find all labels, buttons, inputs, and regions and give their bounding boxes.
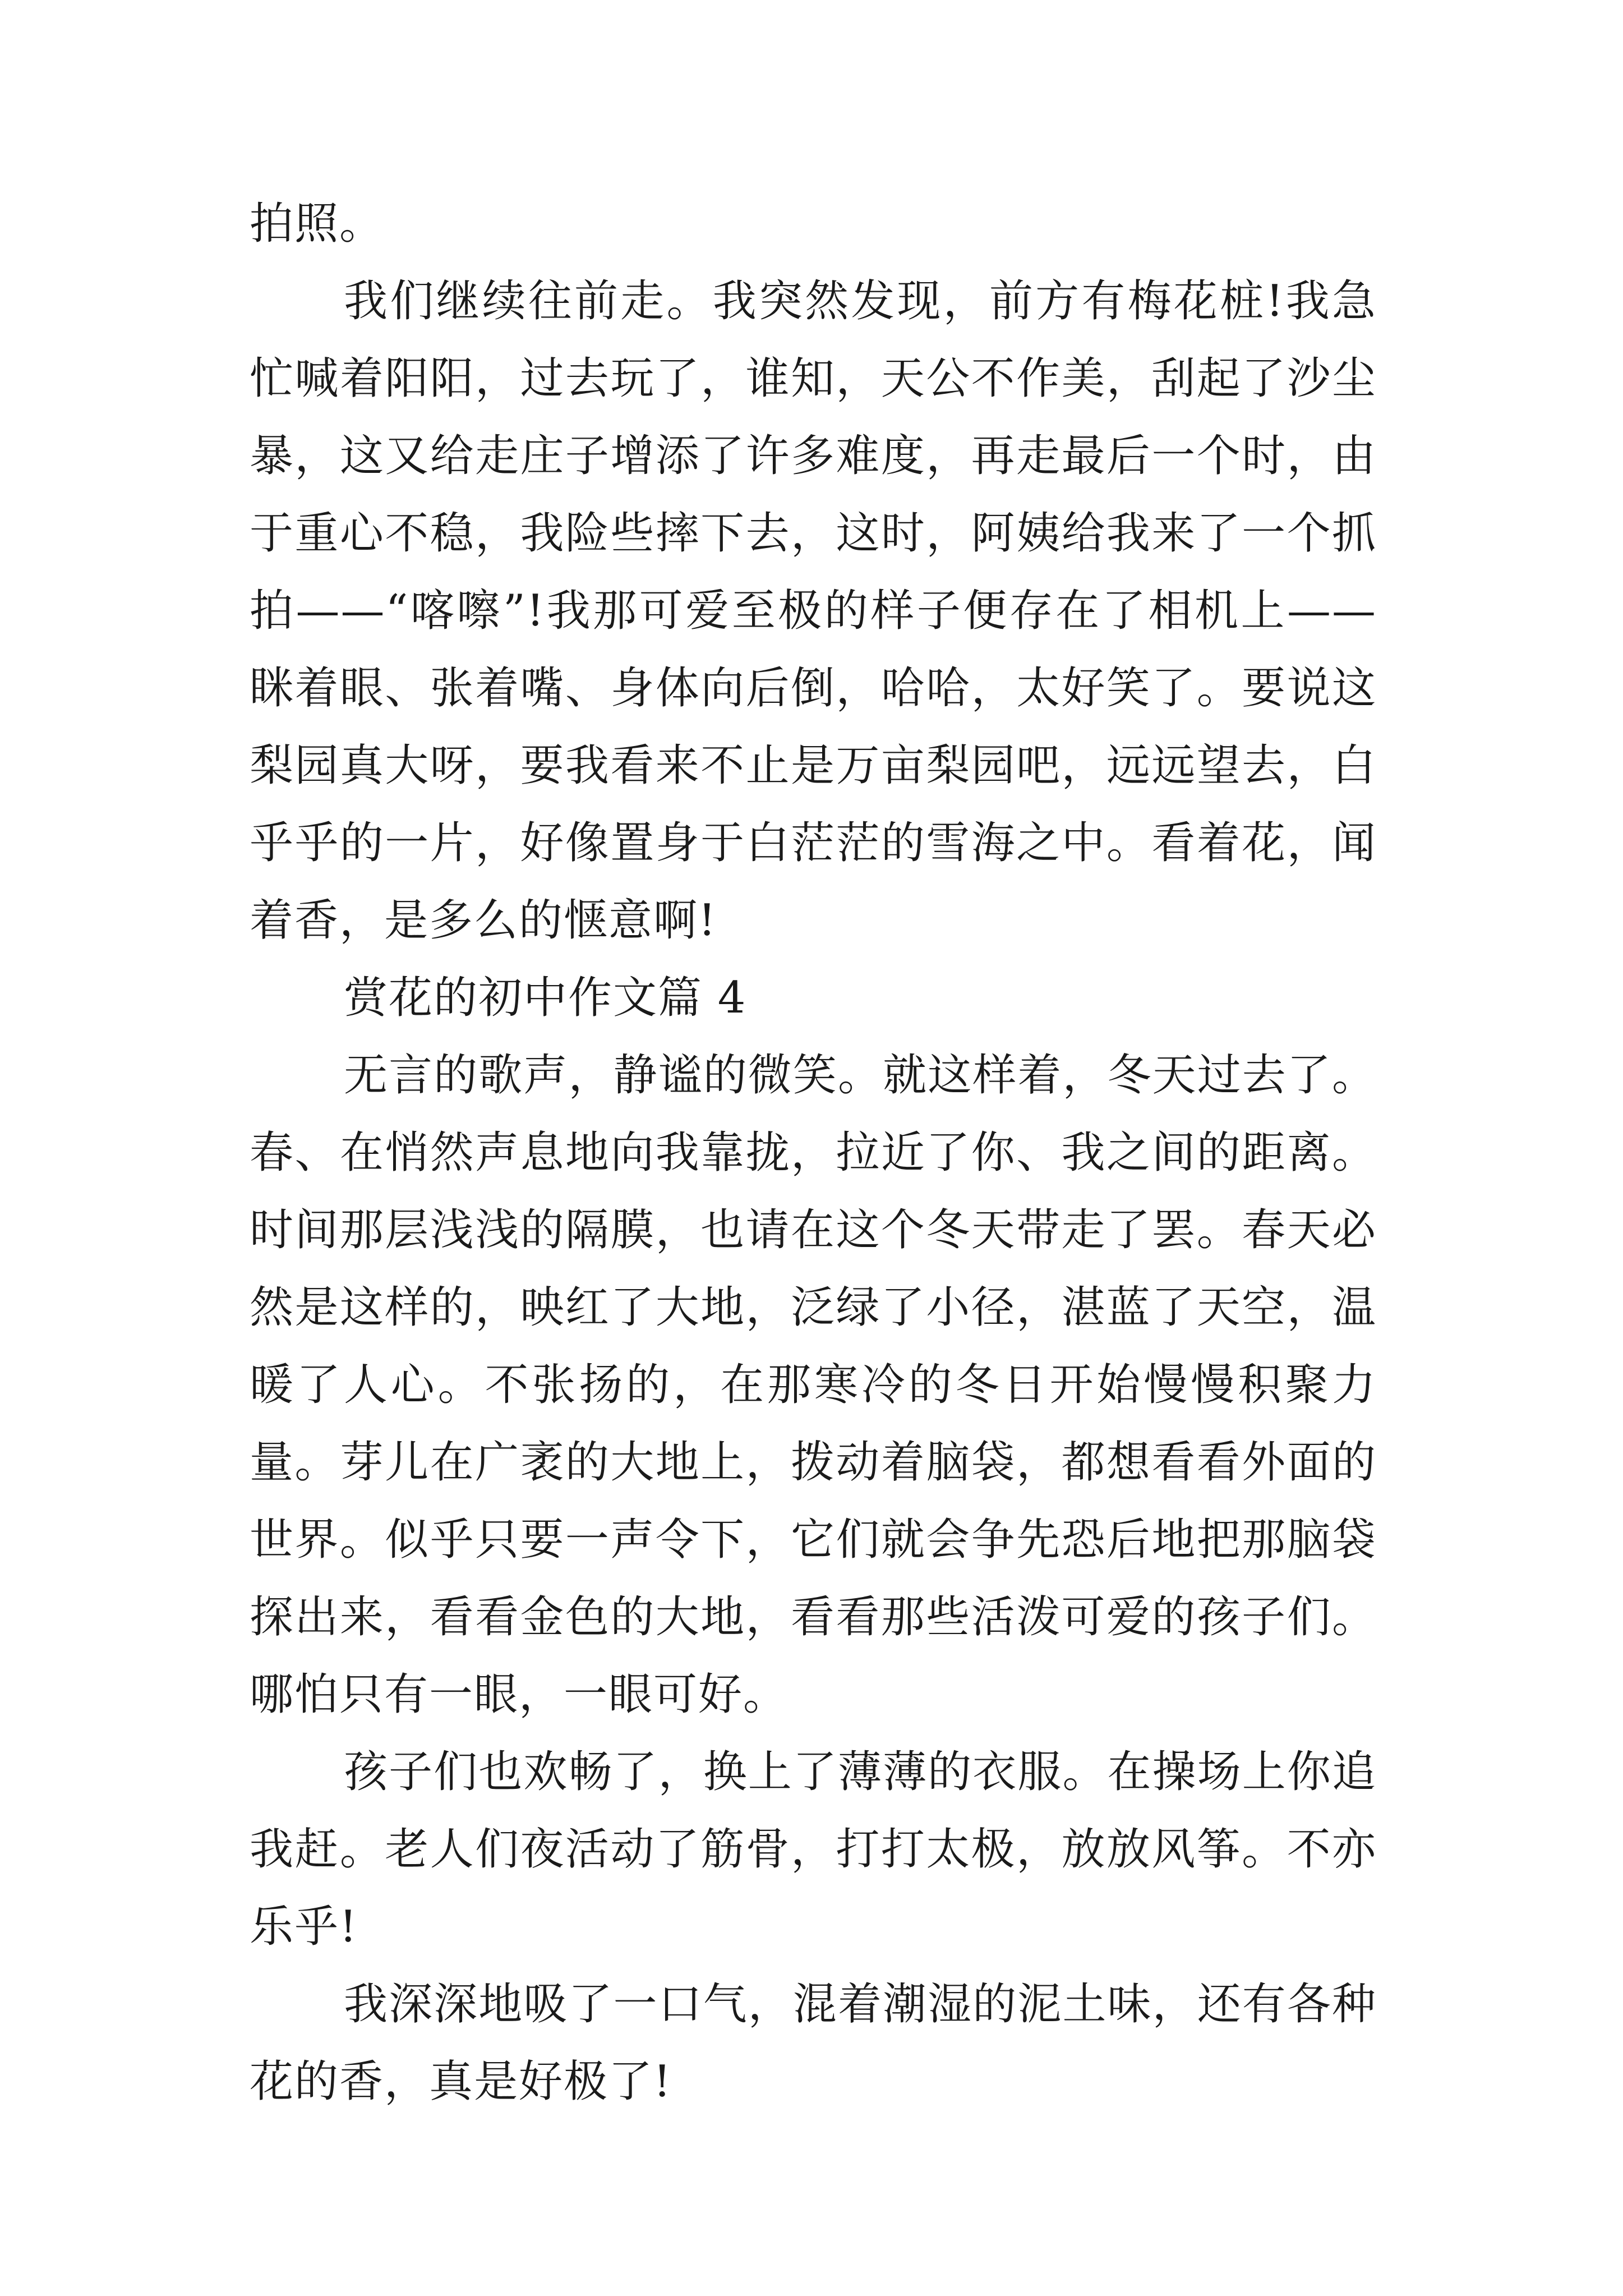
paragraph-continuation: 拍照。 [250, 199, 385, 249]
paragraph-breath: 我深深地吸了一口气，混着潮湿的泥土味，还有各种花的香，真是好极了! [250, 1979, 1377, 2107]
paragraph-spring: 无言的歌声，静谧的微笑。就这样着，冬天过去了。春、在悄然声息地向我靠拢，拉近了你、我之间的距离。时间那层浅浅的隔膜，也请在这个冬天带走了罢。春天必然是这样的，映红了大地，泛绿了小径，湛蓝了天空，温暖了人心。不张扬的，在那寒冷的冬日开始慢慢积聚力量。芽儿在广袤的大地上，拨动着脑袋，都想看看外面的世界。似乎只要一声令下，它们就会争先恐后地把那脑袋探出来，看看金色的大地，看看那些活泼可爱的孩子们。哪怕只有一眼，一眼可好。 [250, 1050, 1377, 1720]
paragraph-plum-stakes: 我们继续往前走。我突然发现，前方有梅花桩!我急忙喊着阳阳，过去玩了，谁知，天公不作美，刮起了沙尘暴，这又给走庄子增添了许多难度，再走最后一个时，由于重心不稳，我险些摔下去，这时，阿姨给我来了一个抓拍——“喀嚓”!我那可爱至极的样子便存在了相机上——眯着眼、张着嘴、身体向后倒，哈哈，太好笑了。要说这梨园真大呀，要我看来不止是万亩梨园吧，远远望去，白乎乎的一片，好像置身于白茫茫的雪海之中。看着花，闻着香，是多么的惬意啊! [250, 276, 1377, 946]
document-body [250, 185, 1377, 2120]
paragraph-children: 孩子们也欢畅了，换上了薄薄的衣服。在操场上你追我赶。老人们夜活动了筋骨，打打太极，放放风筝。不亦乐乎! [250, 1747, 1377, 1952]
section-heading: 赏花的初中作文篇 4 [344, 973, 747, 1023]
